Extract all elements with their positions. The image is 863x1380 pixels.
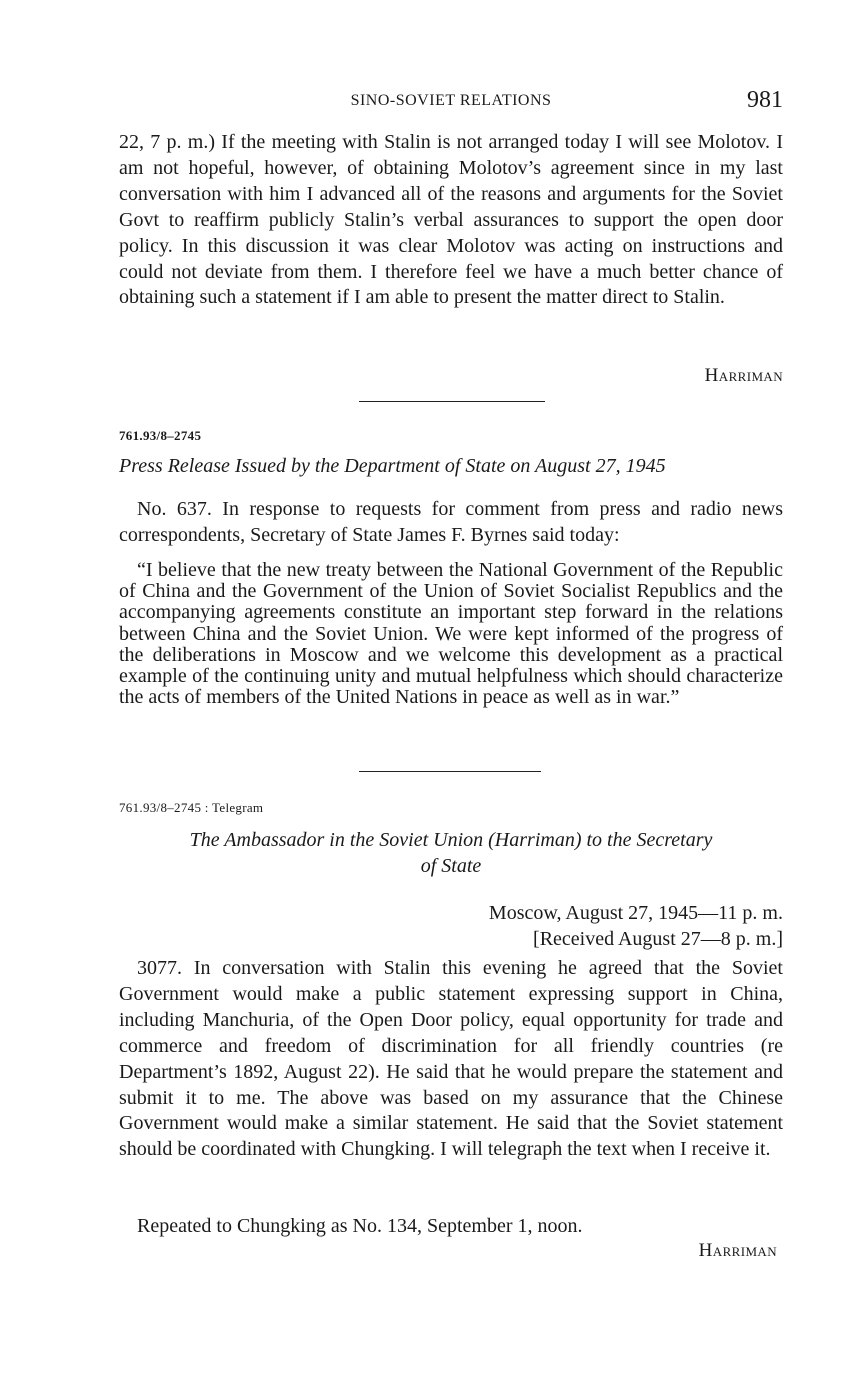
- file-reference: 761.93/8–2745 : Telegram: [119, 800, 264, 815]
- signature: Harriman: [704, 365, 783, 386]
- continued-telegram: [119, 130, 783, 311]
- repeated-note: [119, 1214, 783, 1240]
- running-head: SINO-SOVIET RELATIONS: [350, 92, 552, 109]
- paragraph: No. 637. In response to requests for comment from press and radio news correspondents, Secretary of State James F. Byrnes said today:: [119, 498, 783, 546]
- page-header: [119, 88, 783, 116]
- dateline: Moscow, August 27, 1945—11 p. m.: [488, 902, 783, 924]
- section-divider: [359, 771, 541, 772]
- press-release-body: [119, 497, 783, 549]
- document-title-line: The Ambassador in the Soviet Union (Harriman) to the Secretary: [189, 829, 713, 851]
- section-divider: [359, 401, 545, 402]
- paragraph: Repeated to Chungking as No. 134, September 1, noon.: [137, 1215, 583, 1237]
- signature: Harriman: [698, 1240, 777, 1261]
- document-title: Press Release Issued by the Department of State on August 27, 1945: [119, 455, 666, 477]
- received-line: [Received August 27—8 p. m.]: [533, 928, 783, 950]
- page-number: 981: [747, 87, 783, 113]
- document-title: [119, 827, 783, 879]
- document-title-line: of State: [420, 855, 482, 877]
- file-reference: 761.93/8–2745: [119, 428, 202, 443]
- paragraph: 3077. In conversation with Stalin this evening he agreed that the Soviet Government would make a public statement expressing support in China, including Manchuria, of the Open Door policy, equal opportunity for trade and commerce and freedom of discrimination for all friendly countries (re Department’s 1892, August 22). He said that he would prepare the statement and submit it to me. The above was based on my assurance that the Chinese Government would make a similar statement. He said that the Soviet statement should be coordinated with Chungking. I will telegraph the text when I receive it.: [119, 957, 783, 1161]
- quotation: “I believe that the new treaty between the National Government of the Republic of China and the Government of the Union of Soviet Socialist Republics and the accompanying agreements constitute an important step forward in the relations between China and the Soviet Union. We were kept informed of the progress of the deliberations in Moscow and we welcome this development as a practical example of the continuing unity and mutual helpfulness which should characterize the acts of members of the United Nations in peace as well as in war.”: [119, 559, 783, 709]
- paragraph: 22, 7 p. m.) If the meeting with Stalin is not arranged today I will see Molotov. I am not hopeful, however, of obtaining Molotov’s agreement since in my last conversation with him I advanced all of the reasons and arguments for the Soviet Govt to reaffirm publicly Stalin’s verbal assurances to support the open door policy. In this discussion it was clear Molotov was acting on instructions and could not deviate from them. I therefore feel we have a much better chance of obtaining such a statement if I am able to present the matter direct to Stalin.: [119, 131, 783, 309]
- telegram-body: [119, 956, 783, 1163]
